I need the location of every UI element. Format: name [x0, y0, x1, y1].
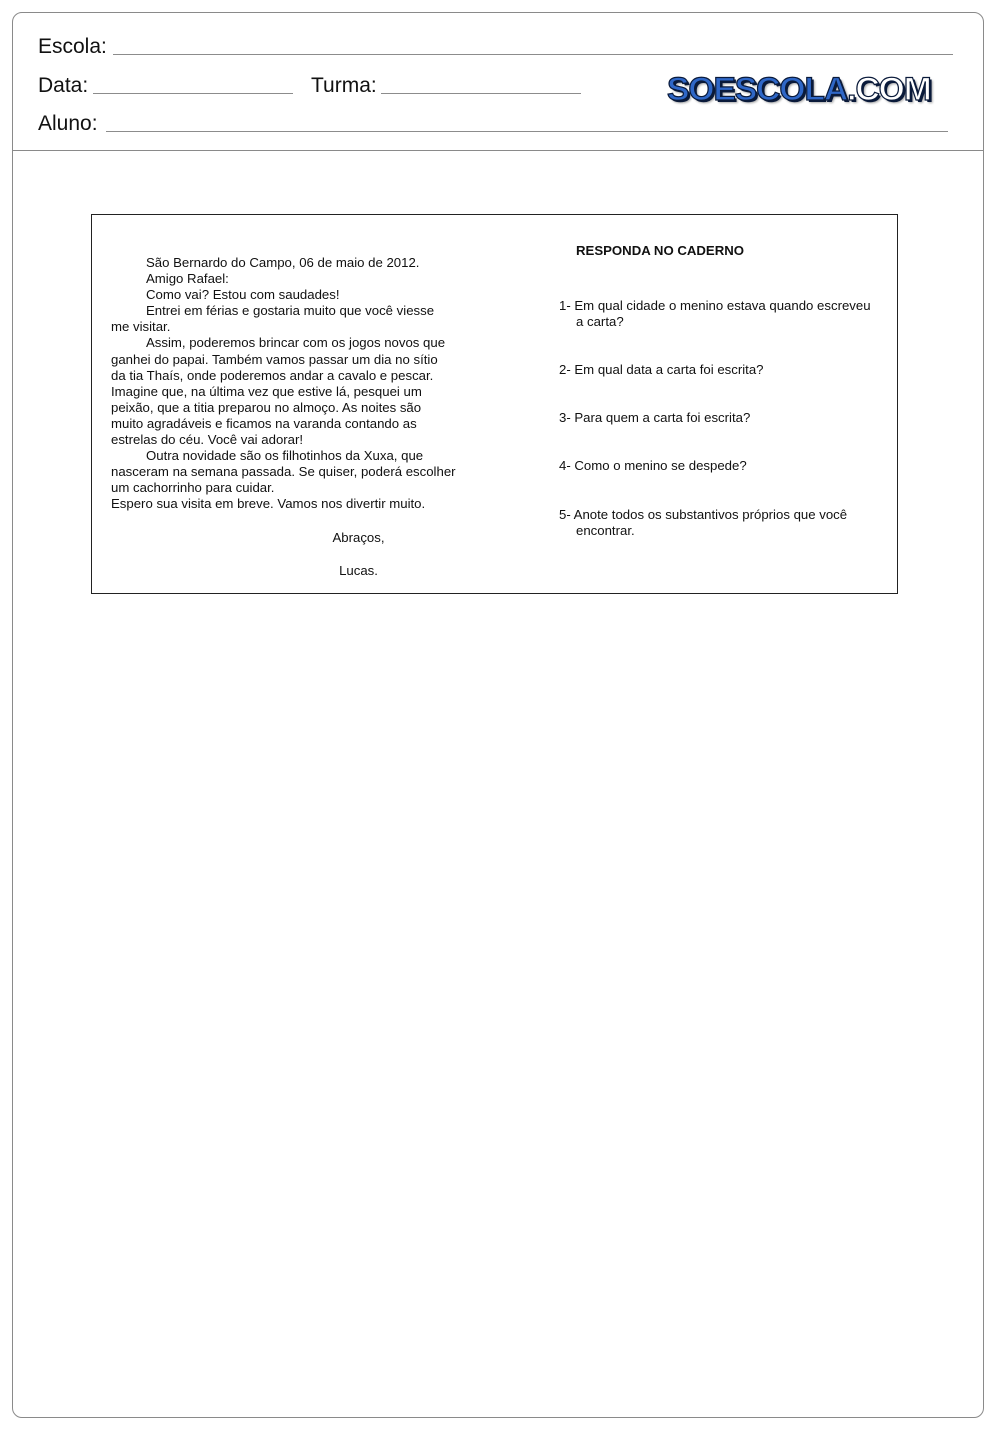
soescola-logo: [667, 73, 931, 105]
question-item: 4- Como o menino se despede?: [559, 458, 747, 474]
escola-label: Escola:: [38, 35, 107, 58]
logo-suffix-text: .COM: [847, 71, 931, 107]
question-item: 2- Em qual data a carta foi escrita?: [559, 362, 764, 378]
content-box: [91, 214, 898, 594]
turma-line: [381, 93, 581, 94]
escola-line: [113, 54, 953, 55]
letter-text: [111, 255, 456, 579]
turma-label: Turma:: [311, 74, 377, 97]
questions-title: RESPONDA NO CADERNO: [576, 243, 745, 258]
aluno-label: Aluno:: [38, 112, 98, 135]
header-divider: [13, 150, 983, 151]
letter-greeting: Amigo Rafael:: [146, 271, 229, 287]
aluno-line: [106, 131, 948, 132]
letter-paragraph: Outra novidade são os filhotinhos da Xuxa, que nasceram na semana passada. Se quiser, poderá escolher um cachorrinho para cuidar.: [111, 448, 456, 496]
data-label: Data:: [38, 74, 89, 97]
letter-date-line: São Bernardo do Campo, 06 de maio de 2012.: [146, 255, 420, 270]
letter-paragraph: Assim, poderemos brincar com os jogos novos que ganhei do papai. Também vamos passar um dia no sítio da tia Thaís, onde poderemos andar a cavalo e pescar. Imagine que, na última vez que estive lá, pesquei um peixão, que a titia preparou no almoço. As noites são muito agradáveis e ficamos na varanda contando as estrelas do céu. Você vai adorar!: [111, 335, 446, 448]
worksheet-frame: [12, 12, 984, 1418]
question-item: 1- Em qual cidade o menino estava quando escreveu a carta?: [559, 298, 871, 330]
letter-closing: Abraços,: [332, 529, 385, 545]
letter-paragraph: Entrei em férias e gostaria muito que você viesse me visitar.: [111, 303, 435, 335]
letter-paragraph: Como vai? Estou com saudades!: [146, 287, 340, 303]
questions-section: [559, 243, 879, 571]
letter-paragraph: Espero sua visita em breve. Vamos nos divertir muito.: [111, 496, 426, 512]
letter-signature: Lucas.: [339, 562, 378, 578]
question-item: 3- Para quem a carta foi escrita?: [559, 410, 751, 426]
logo-main-text: SOESCOLA: [667, 71, 848, 107]
data-line: [93, 93, 293, 94]
question-item: 5- Anote todos os substantivos próprios que você encontrar.: [559, 506, 848, 538]
